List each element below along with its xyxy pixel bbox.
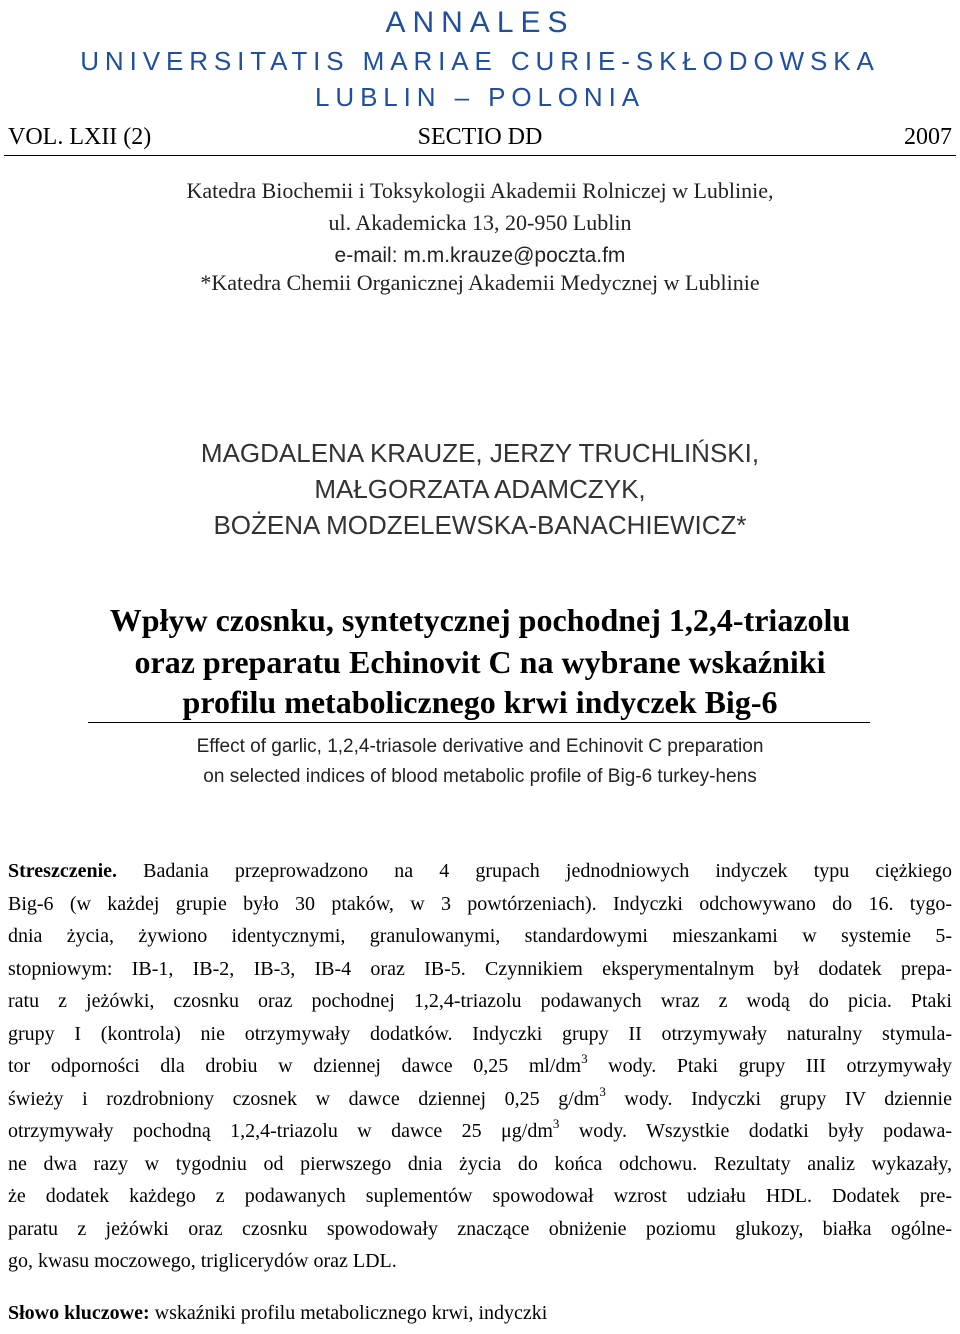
- abstract-line: [8, 1115, 952, 1148]
- abstract-text: Badania przeprowadzono na 4 grupach jednodniowych indyczek typu ciężkiego: [143, 860, 953, 882]
- journal-title: ANNALES: [385, 6, 575, 39]
- abstract-text: wody. Wszystkie dodatki były podawa-: [559, 1120, 952, 1142]
- superscript: 3: [599, 1083, 606, 1099]
- header-divider: [4, 155, 956, 156]
- author-line: BOŻENA MODZELEWSKA-BANACHIEWICZ*: [213, 510, 747, 540]
- abstract-text: otrzymywały pochodną 1,2,4-triazolu w dawce 25 μg/dm: [8, 1120, 553, 1142]
- abstract-line: [8, 855, 952, 888]
- author-line: MAGDALENA KRAUZE, JERZY TRUCHLIŃSKI,: [200, 438, 760, 468]
- abstract-line: ratu z jeżówki, czosnku oraz pochodnej 1,2,4-triazolu podawanych wraz z wodą do picia. Ptaki: [8, 990, 952, 1012]
- abstract: [8, 855, 952, 1278]
- abstract-line: dnia życia, żywiono identycznymi, granulowanymi, standardowymi mieszankami w systemie 5-: [8, 925, 952, 947]
- english-title-line: Effect of garlic, 1,2,4-triasole derivative and Echinovit C preparation: [196, 736, 764, 757]
- university-name: UNIVERSITATIS MARIAE CURIE-SKŁODOWSKA: [80, 46, 880, 76]
- superscript: 3: [552, 1116, 560, 1131]
- title-divider: [88, 722, 870, 723]
- abstract-line: ne dwa razy w tygodniu od pierwszego dnia życia do końca odchowu. Rezultaty analiz wykazały,: [8, 1152, 952, 1175]
- abstract-line: paratu z jeżówki oraz czosnku spowodowały znaczące obniżenie poziomu glukozy, białka ogólne-: [8, 1217, 952, 1240]
- abstract-text: świeży i rozdrobniony czosnek w dawce dziennej 0,25 g/dm: [8, 1087, 600, 1110]
- abstract-line: [8, 1050, 952, 1083]
- english-title-line: on selected indices of blood metabolic profile of Big-6 turkey-hens: [203, 766, 757, 787]
- abstract-line: [8, 1083, 952, 1116]
- abstract-text: wody. Indyczki grupy IV dziennie: [605, 1087, 952, 1110]
- section-name: SECTIO DD: [417, 124, 543, 150]
- affiliation-line: Katedra Biochemii i Toksykologii Akademii Rolniczej w Lublinie,: [186, 178, 774, 203]
- volume-number: VOL. LXII (2): [8, 124, 152, 150]
- journal-location: LUBLIN – POLONIA: [315, 82, 645, 112]
- keywords-heading: Słowo kluczowe:: [8, 1302, 150, 1324]
- paper-title-line: oraz preparatu Echinovit C na wybrane wskaźniki: [134, 644, 826, 680]
- paper-title-line: profilu metabolicznego krwi indyczek Big-6: [182, 684, 778, 720]
- volume-row: [8, 124, 952, 158]
- publication-year: 2007: [904, 124, 952, 150]
- superscript: 3: [581, 1051, 588, 1066]
- abstract-text: wody. Ptaki grupy III otrzymywały: [587, 1055, 952, 1077]
- abstract-heading: Streszczenie.: [8, 860, 118, 882]
- abstract-line: go, kwasu moczowego, triglicerydów oraz LDL.: [8, 1250, 397, 1272]
- affiliation-email: e-mail: m.m.krauze@poczta.fm: [334, 244, 626, 267]
- abstract-line: Big-6 (w każdej grupie było 30 ptaków, w 3 powtórzeniach). Indyczki odchowywano do 16. tygo-: [8, 892, 952, 915]
- abstract-line: że dodatek każdego z podawanych suplementów spowodował wzrost udziału HDL. Dodatek pre-: [8, 1185, 952, 1207]
- paper-title-line: Wpływ czosnku, syntetycznej pochodnej 1,2,4-triazolu: [109, 602, 851, 638]
- affiliation-address: ul. Akademicka 13, 20-950 Lublin: [328, 210, 632, 235]
- abstract-line: grupy I (kontrola) nie otrzymywały dodatków. Indyczki grupy II otrzymywały naturalny stymula-: [8, 1022, 952, 1045]
- affiliation-second: *Katedra Chemii Organicznej Akademii Medycznej w Lublinie: [200, 270, 760, 295]
- abstract-line: stopniowym: IB-1, IB-2, IB-3, IB-4 oraz IB-5. Czynnikiem eksperymentalnym był dodatek prepa-: [8, 957, 952, 980]
- keywords-text: wskaźniki profilu metabolicznego krwi, indyczki: [149, 1302, 548, 1324]
- abstract-text: tor odporności dla drobiu w dziennej dawce 0,25 ml/dm: [8, 1055, 582, 1077]
- author-line: MAŁGORZATA ADAMCZYK,: [314, 474, 646, 504]
- keywords: [8, 1302, 952, 1325]
